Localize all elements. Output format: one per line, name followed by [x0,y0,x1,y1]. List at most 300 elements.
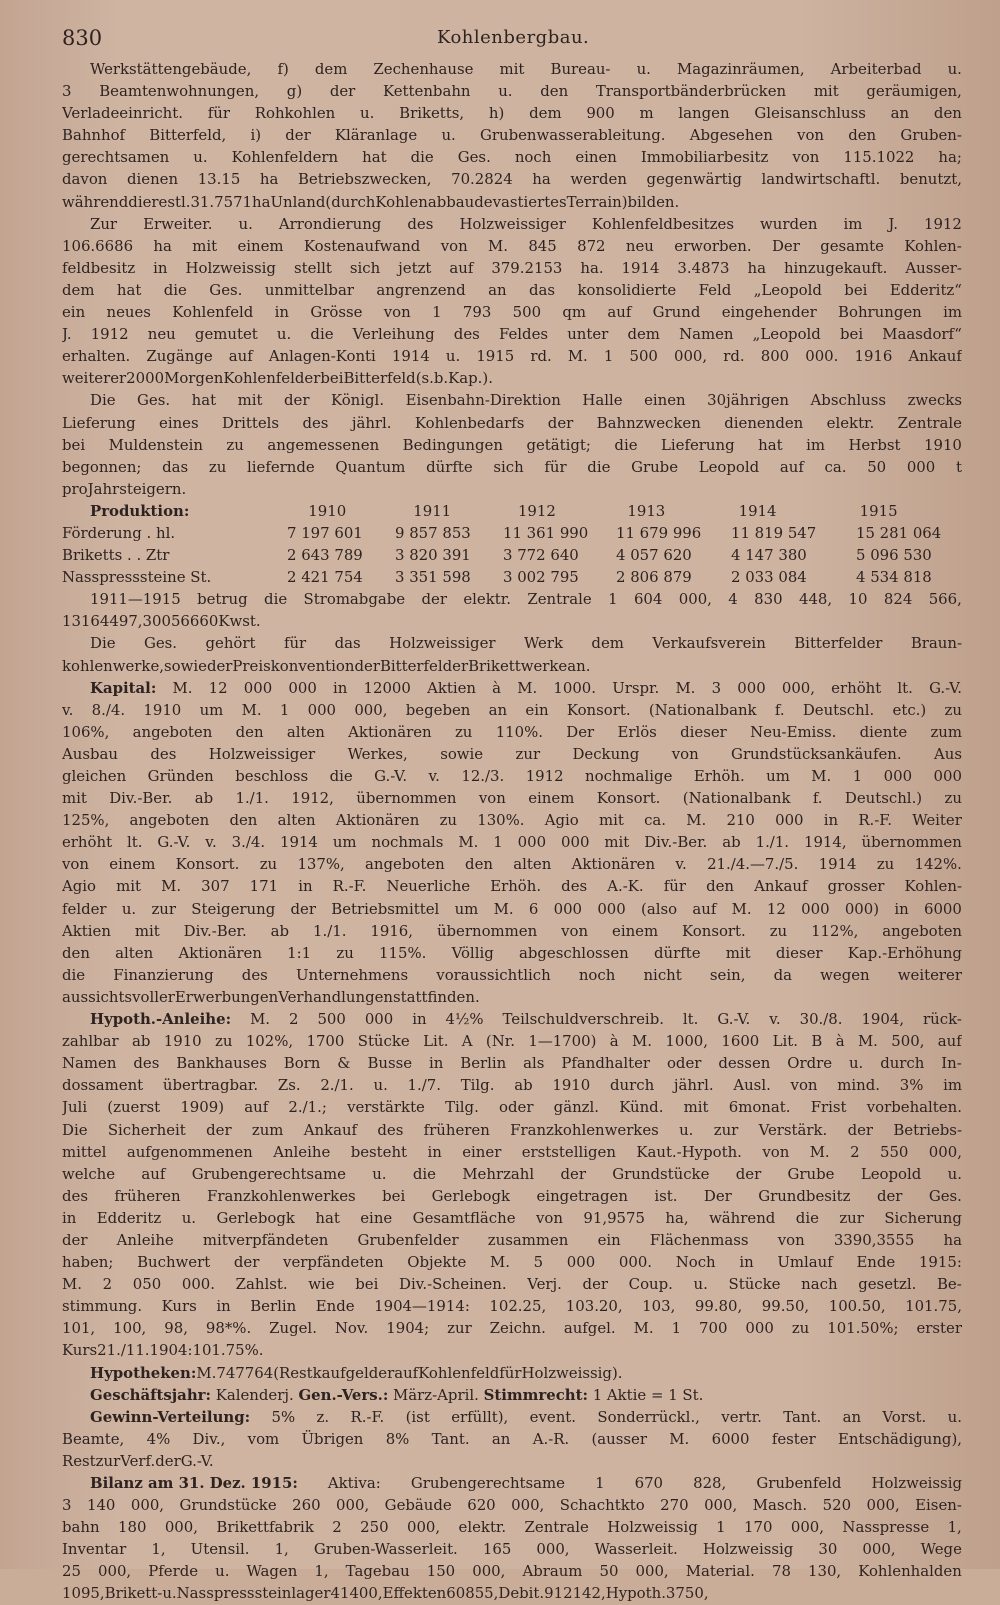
word: 307 [201,877,230,896]
word: ein [597,1230,621,1249]
text-line [62,80,962,102]
word: u. [693,1275,708,1294]
word: M. [809,1142,830,1161]
word: 260 [292,1496,321,1515]
word: etc.) [892,700,927,719]
word: Lit. [423,1032,449,1051]
word: à [609,1032,619,1051]
word: unter [567,325,609,344]
word: ab [270,921,290,940]
word: früheren [114,1186,181,1205]
word: Pferde [148,1562,199,1581]
word: Grundstücke [179,1496,277,1515]
word: z. [316,1407,330,1426]
word: M. [493,899,514,918]
word: hat [362,148,387,167]
word: der [847,1120,874,1139]
word: event. [529,1407,577,1426]
word: Beamtenwohnungen, [99,82,260,101]
word: angeboten [132,722,213,741]
word: dessen [718,1054,771,1073]
word: Agio [62,877,97,896]
word: 2./1. [320,1076,354,1095]
word: m [639,104,654,123]
word: 824 [883,590,913,609]
word: 2 [332,1518,342,1537]
word: Übrigen [301,1429,364,1448]
word: sowie [440,744,484,763]
word: die [163,280,187,299]
text-line [62,1362,962,1384]
word: 448, [798,590,833,609]
word: Be- [936,1275,962,1294]
word: ab [514,1076,533,1095]
word: 050 [132,1275,162,1294]
word: 400, [349,1584,383,1603]
word: ein [62,303,86,322]
word: Aktionären [335,811,420,830]
word: f) [277,60,289,78]
word: auf [607,303,632,322]
word: u. [372,1164,387,1183]
word: 900 [586,104,615,123]
word: der [735,1164,762,1183]
word: 500 [512,303,542,322]
word: Kettenbahn [383,82,471,101]
text-line [62,588,962,610]
word: 1914 [391,347,430,366]
word: auf [449,258,474,277]
word: zur [151,899,177,918]
word: Bitterfeld [343,369,416,388]
word: 000 [243,678,273,697]
text-line [62,456,962,478]
word: Eisen- [915,1496,962,1515]
word: 70.2824 [451,170,513,189]
word: Grube [787,1164,835,1183]
word: Halle [582,391,623,410]
word: um [199,700,224,719]
text-line [62,831,962,853]
word: 171 [249,877,279,896]
table-cell: 3 351 598 [395,568,471,587]
word: u. [679,1120,694,1139]
text-line [62,986,962,1008]
word: von [671,744,699,763]
word: Agio [544,811,579,830]
word: 3% [899,1076,924,1095]
word: Briketts, [399,104,465,123]
word: Arbeiterbad [830,60,922,78]
word: zu [208,457,227,476]
word: u. [193,148,208,167]
word: v. [428,767,440,785]
word: Pfandhalter [561,1054,651,1073]
word: M. [172,678,193,697]
word: von [792,148,820,167]
table-cell: 11 819 547 [731,523,817,542]
word: 150 [426,1562,456,1581]
word: Edderitz [96,1208,162,1227]
word: alten [115,943,154,962]
paragraph-p2 [62,213,962,390]
word: Namen [62,1054,117,1073]
word: i) [250,126,262,145]
word: (ist [405,1407,430,1426]
word: angemessenen [267,435,380,454]
text-line [62,257,962,279]
word: J. [888,214,898,233]
word: steigern. [119,479,187,498]
word: Transportbänderbrücken [595,82,787,101]
word: der [206,656,233,675]
word: übernommen [356,789,457,808]
word: Zeichn. [489,1319,546,1338]
text-line [62,1251,962,1273]
word: 000, [928,1142,962,1161]
text-line [62,1074,962,1096]
text-line [62,323,962,345]
text-line [62,1406,962,1428]
word: bei [62,435,86,454]
word: u. [181,1208,197,1227]
text-line [62,1317,962,1339]
word: Frist [810,1098,847,1117]
word: 3.4873 [677,258,730,277]
word: in [894,899,909,918]
word: 566, [928,590,962,609]
word: von [777,1230,805,1249]
word: mit [62,789,87,808]
word: 000, [704,1496,738,1515]
word: Finanzierung [113,965,214,984]
word: 1, [314,1562,329,1581]
word: à [835,1032,845,1051]
word: 98, [164,1319,188,1338]
word: 50 [599,1562,619,1581]
word: Preiskonvention [232,656,355,675]
word: A [461,1032,473,1051]
text-line [62,1273,962,1295]
word: 50 [867,457,887,476]
table-cell: 2 033 084 [731,568,807,587]
text-line [62,610,962,632]
word: R.-F. [332,877,367,896]
word: (Restkaufgelder [273,1363,395,1382]
word: 1 [493,833,503,852]
word: M. [675,678,696,697]
word: einen [644,391,686,410]
word: 764 [244,1363,274,1382]
word: t [955,457,962,476]
table-cell: 4 147 380 [731,546,807,565]
word: 1914, [803,833,847,852]
word: Gründen [147,767,214,785]
word: 845 [528,236,557,255]
word: (also [641,899,678,918]
word: die [128,192,152,211]
paragraph-p9 [62,1384,962,1406]
word: zu [454,722,473,741]
production-row [62,544,962,566]
table-cell: 4 057 620 [616,546,692,565]
word: gemutet [194,325,258,344]
text-line [62,124,962,146]
word: 1 [279,700,290,719]
word: zur [515,744,541,763]
word: haben; [62,1253,114,1272]
word: Kostenaufwand [303,236,421,255]
word: dieser [680,722,727,741]
word: 6000 [711,1429,750,1448]
word: 000 [745,1319,774,1338]
text-line [62,721,962,743]
word: 000, [472,1562,506,1581]
word: durch [880,1054,925,1073]
word: Abraum [522,1562,583,1581]
paragraph-p7 [62,1008,962,1362]
word: Steigerung [191,899,276,918]
word: Kohlenhalden [858,1562,962,1581]
word: Erhöh. [693,767,745,785]
text-line [62,1295,962,1317]
word: 1912 [525,767,564,785]
text-span: Kalenderj. [211,1385,299,1404]
word: neues [106,303,151,322]
word: Zugel. [269,1319,317,1338]
word: 8% [385,1429,410,1448]
word: Utensil. [190,1540,250,1559]
word: 3390,3555 [833,1230,915,1249]
text-line [62,434,962,456]
word: stattfinden. [393,987,480,1006]
paragraph-p3 [62,389,962,499]
word: Lit. [772,1032,799,1051]
word: (Nationalbank [682,789,791,808]
text-line [62,102,962,124]
word: auf [692,899,717,918]
word: 102%, [245,1032,294,1051]
word: 912 [544,1584,573,1603]
word: Rest [62,1451,96,1470]
word: 000. [618,1253,653,1272]
word: der [233,1253,260,1272]
production-label: Produktion: [90,501,190,520]
word: Grubenfeld [756,1474,842,1492]
word: Zahlst. [235,1275,288,1294]
word: des [62,1186,88,1205]
word: Verj. [527,1275,562,1294]
year-header: 1914 [738,501,777,520]
word: u. [848,1054,864,1073]
word: „Leopold [752,325,821,344]
word: 1000. [553,678,597,697]
word: Erhöh. [490,877,542,896]
paragraph-p11 [62,1472,962,1605]
word: Grubenfelder [357,1230,459,1249]
word: mit [116,877,141,896]
word: g) [286,82,303,101]
word: Konsort. [596,789,661,808]
paragraph-p10 [62,1406,962,1472]
word: Bureau- [550,60,611,78]
word: Aktionären [178,943,262,962]
word: um [454,899,479,918]
word: voraussichtlich [436,965,551,984]
word: Tilg. [460,1076,495,1095]
word: 828, [693,1474,727,1492]
word: gerechtsamen [62,148,170,167]
word: aufgenommenen [126,1142,253,1161]
word: im [806,435,825,454]
table-cell: 3 820 391 [395,546,471,565]
word: 604 [633,590,663,609]
word: die [62,965,86,984]
word: Erlös [617,722,657,741]
text-line [62,1141,962,1163]
word: u. [360,104,375,123]
word: liefernde [247,457,315,476]
word: (Nr. [485,1032,515,1051]
word: Deutschl.) [844,789,923,808]
word: elektr. [458,1518,507,1537]
word: das [162,457,189,476]
word: Busse [367,1054,413,1073]
word: für [499,1363,522,1382]
word: 2./1.; [288,1098,327,1117]
word: Zechenhause [373,60,474,78]
word: 1700 [306,1032,345,1051]
word: Gruben-Wasserleit. [313,1540,458,1559]
word: oder [499,1098,534,1117]
word: den [540,82,569,101]
word: übertragbar. [162,1076,259,1095]
word: 3750, [665,1584,709,1603]
word: den [229,811,258,830]
word: an [488,700,508,719]
word: G.-V. [180,1451,214,1470]
word: übernommen [436,921,538,940]
word: 12000 [363,678,411,697]
word: 000 [517,833,547,852]
word: erster [916,1319,962,1338]
word: 000, [354,700,388,719]
word: das [334,634,361,653]
table-cell: 11 361 990 [503,523,589,542]
text-line [62,699,962,721]
word: 3 [62,1496,72,1515]
word: mit [134,921,160,940]
word: 30jährigen [707,391,790,410]
word: Tilg. [445,1098,479,1117]
word: aussichtsvoller [62,987,175,1006]
word: u. [636,60,651,78]
word: Feld [698,280,732,299]
word: 1910 [924,435,962,454]
word: 670 [634,1474,664,1492]
text-line [62,1538,962,1560]
word: Namen [679,325,734,344]
text-line [62,213,962,235]
word: u. [498,82,513,101]
word: M. [458,833,479,852]
word: R.-F. [350,1407,385,1426]
word: Div.-Ber. [183,921,247,940]
word: ca. [644,811,667,830]
word: auf [141,1164,166,1183]
word: sich [493,457,524,476]
word: 115.1022 [843,148,915,167]
word: 000, [866,1496,900,1515]
word: feldbesitz [62,258,136,277]
word: Bitterfeld, [149,126,227,145]
word: zur [95,1451,121,1470]
word: (zuerst [107,1098,161,1117]
word: 21./4.—7./5. [707,855,799,874]
word: von [790,1076,818,1095]
word: Objekte [407,1253,467,1272]
word: von [62,855,89,874]
word: nicht [643,965,682,984]
word: 520 [822,1496,852,1515]
word: 137%, [297,855,345,874]
word: pro [62,479,88,498]
table-cell: 4 534 818 [856,568,932,587]
word: ha [259,170,279,189]
word: jährl. [673,1076,714,1095]
text-line [62,1096,962,1118]
word: u. [121,899,137,918]
word: 1 [603,347,614,366]
word: Brikett- [104,1584,163,1603]
table-cell: 11 679 996 [616,523,702,542]
word: Quantum [335,457,406,476]
word: das [529,280,556,299]
word: u. [441,126,456,145]
word: Entschädigung), [838,1429,962,1448]
word: Deutschl. [802,700,875,719]
word: übernommen [861,833,962,852]
word: 8./4. [91,700,126,719]
word: an [488,280,507,299]
word: Sonderrückl., [597,1407,700,1426]
word: 30./8. [799,1010,843,1029]
word: von [440,236,468,255]
word: Der [703,1186,732,1205]
word: 1912 [923,214,962,233]
word: hat [315,1208,340,1227]
text-line [62,345,962,367]
word: Erweiter. [143,214,213,233]
word: Bahnzwecken [596,413,701,432]
word: Brikettwerke [468,656,568,675]
word: Verf. [120,1451,156,1470]
word: noch [514,148,552,167]
word: Kohlenabbau [375,192,475,211]
text-line [62,1185,962,1207]
word: 000, [678,590,712,609]
word: Grubenwasserableitung. [479,126,666,145]
text-line [62,1428,962,1450]
word: rd. [530,347,552,366]
word: an [890,104,910,123]
word: in [412,1010,427,1029]
word: 000 [553,899,583,918]
word: in [823,811,839,830]
word: Kaut.-Hypoth. [636,1142,742,1161]
word: 6monat. [728,1098,791,1117]
text-line [62,655,962,677]
